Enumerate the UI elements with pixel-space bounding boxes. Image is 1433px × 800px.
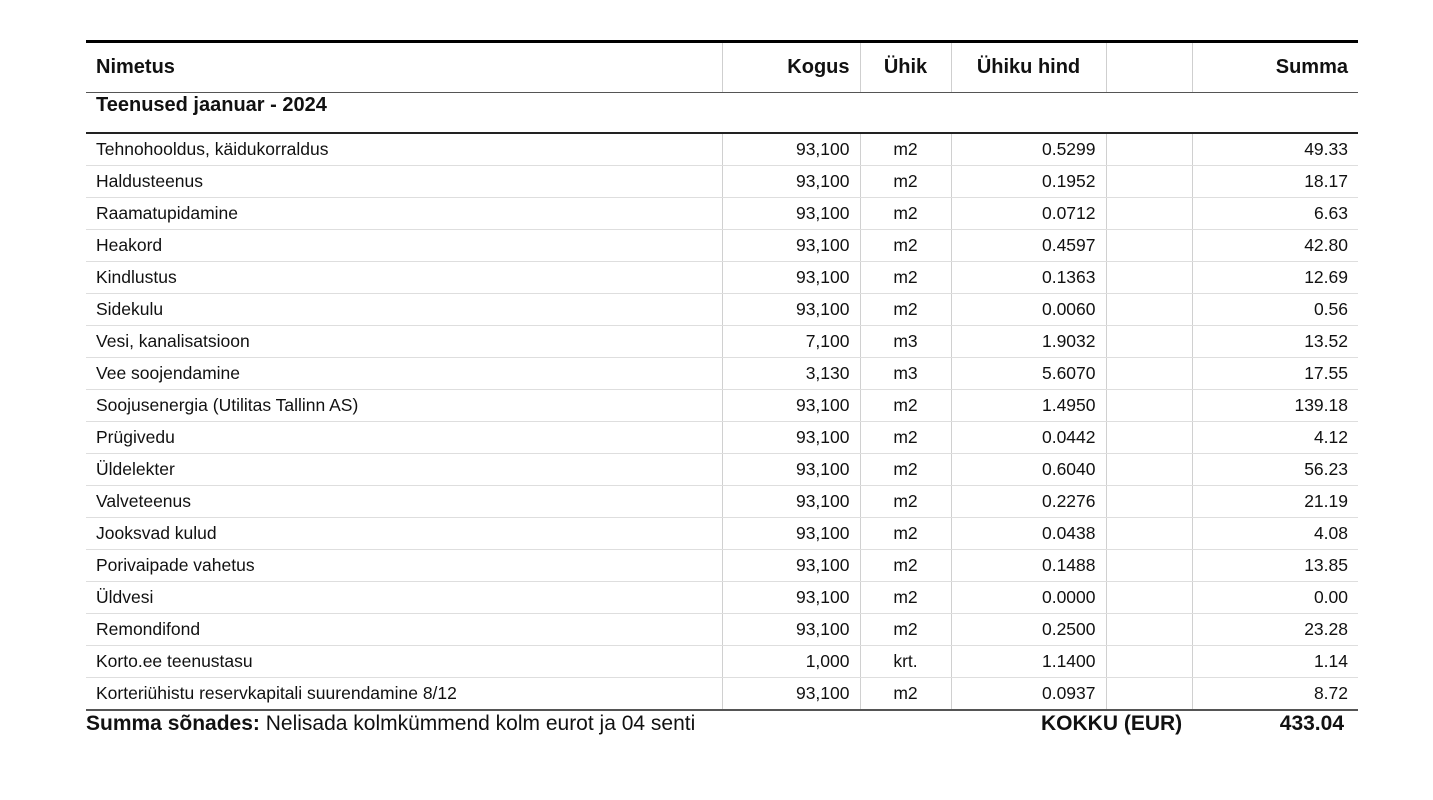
- item-unit: m2: [860, 390, 951, 422]
- item-unit: m2: [860, 518, 951, 550]
- table-row: [86, 198, 1358, 230]
- table-row: [86, 454, 1358, 486]
- item-unit: m2: [860, 198, 951, 230]
- table-row: [86, 358, 1358, 390]
- item-spacer: [1106, 646, 1192, 678]
- table-row: [86, 133, 1358, 166]
- column-header-unit-price: Ühiku hind: [951, 42, 1106, 93]
- item-spacer: [1106, 550, 1192, 582]
- sum-in-words-value: Nelisada kolmkümmend kolm eurot ja 04 senti: [265, 712, 696, 735]
- item-spacer: [1106, 230, 1192, 262]
- item-unit: m2: [860, 262, 951, 294]
- table-row: [86, 166, 1358, 198]
- item-quantity: 93,100: [722, 518, 860, 550]
- item-name: Tehnohooldus, käidukorraldus: [86, 133, 722, 166]
- item-unit: m2: [860, 454, 951, 486]
- item-quantity: 93,100: [722, 166, 860, 198]
- item-spacer: [1106, 262, 1192, 294]
- table-row: [86, 486, 1358, 518]
- item-spacer: [1106, 294, 1192, 326]
- item-spacer: [1106, 133, 1192, 166]
- column-header-quantity: Kogus: [722, 42, 860, 93]
- table-row: [86, 550, 1358, 582]
- item-unit-price: 0.0060: [951, 294, 1106, 326]
- table-row: [86, 326, 1358, 358]
- invoice-table: [86, 40, 1358, 711]
- item-spacer: [1106, 582, 1192, 614]
- item-unit-price: 0.5299: [951, 133, 1106, 166]
- item-unit-price: 1.4950: [951, 390, 1106, 422]
- item-quantity: 93,100: [722, 454, 860, 486]
- section-title: Teenused jaanuar - 2024: [86, 93, 1358, 134]
- column-header-sum: Summa: [1192, 42, 1358, 93]
- item-name: Valveteenus: [86, 486, 722, 518]
- table-row: [86, 390, 1358, 422]
- item-unit: m2: [860, 614, 951, 646]
- item-sum: 12.69: [1192, 262, 1358, 294]
- item-name: Vesi, kanalisatsioon: [86, 326, 722, 358]
- item-unit-price: 0.2276: [951, 486, 1106, 518]
- sum-in-words: [86, 712, 695, 736]
- table-row: [86, 678, 1358, 711]
- item-unit-price: 0.0000: [951, 582, 1106, 614]
- item-sum: 1.14: [1192, 646, 1358, 678]
- item-unit-price: 5.6070: [951, 358, 1106, 390]
- item-spacer: [1106, 358, 1192, 390]
- item-unit: m2: [860, 230, 951, 262]
- item-quantity: 7,100: [722, 326, 860, 358]
- invoice: [86, 40, 1358, 711]
- item-unit: m2: [860, 422, 951, 454]
- item-sum: 21.19: [1192, 486, 1358, 518]
- table-row: [86, 646, 1358, 678]
- item-quantity: 93,100: [722, 422, 860, 454]
- table-row: [86, 614, 1358, 646]
- item-unit: m2: [860, 133, 951, 166]
- item-name: Haldusteenus: [86, 166, 722, 198]
- item-sum: 42.80: [1192, 230, 1358, 262]
- table-row: [86, 422, 1358, 454]
- item-spacer: [1106, 486, 1192, 518]
- item-unit-price: 0.6040: [951, 454, 1106, 486]
- item-unit-price: 0.1488: [951, 550, 1106, 582]
- item-sum: 23.28: [1192, 614, 1358, 646]
- item-quantity: 93,100: [722, 133, 860, 166]
- item-name: Vee soojendamine: [86, 358, 722, 390]
- item-name: Korteriühistu reservkapitali suurendamine 8/12: [96, 683, 457, 703]
- total-label: KOKKU (EUR): [1041, 712, 1183, 735]
- item-sum: 18.17: [1192, 166, 1358, 198]
- item-spacer: [1106, 198, 1192, 230]
- item-unit-price: 0.0712: [951, 198, 1106, 230]
- item-unit: m2: [860, 294, 951, 326]
- item-unit-price: 1.1400: [951, 646, 1106, 678]
- item-sum: 0.56: [1192, 294, 1358, 326]
- item-spacer: [1106, 166, 1192, 198]
- item-unit-price: 1.9032: [951, 326, 1106, 358]
- item-sum: 17.55: [1192, 358, 1358, 390]
- item-name: Raamatupidamine: [86, 198, 722, 230]
- item-name: Sidekulu: [86, 294, 722, 326]
- item-sum: 4.12: [1192, 422, 1358, 454]
- item-unit: m2: [860, 166, 951, 198]
- item-name: Jooksvad kulud: [86, 518, 722, 550]
- total-value: 433.04: [1279, 712, 1344, 735]
- item-quantity: 93,100: [722, 614, 860, 646]
- item-spacer: [1106, 326, 1192, 358]
- item-name: Korto.ee teenustasu: [86, 646, 722, 678]
- item-name: Üldelekter: [86, 454, 722, 486]
- item-quantity: 3,130: [722, 358, 860, 390]
- column-header-name: Nimetus: [86, 42, 722, 93]
- item-sum: 4.08: [1192, 518, 1358, 550]
- item-sum: 13.85: [1192, 550, 1358, 582]
- item-spacer: [1106, 454, 1192, 486]
- item-sum: 6.63: [1192, 198, 1358, 230]
- item-quantity: 93,100: [722, 550, 860, 582]
- table-row: [86, 230, 1358, 262]
- item-sum: 139.18: [1192, 390, 1358, 422]
- table-row: [86, 294, 1358, 326]
- item-name: Kindlustus: [86, 262, 722, 294]
- item-name: Heakord: [86, 230, 722, 262]
- item-unit-price: 0.1363: [951, 262, 1106, 294]
- item-quantity: 93,100: [722, 294, 860, 326]
- item-unit: m2: [860, 550, 951, 582]
- table-row: [86, 518, 1358, 550]
- item-quantity: 93,100: [722, 582, 860, 614]
- column-header-unit: Ühik: [860, 42, 951, 93]
- column-header-spacer: [1106, 42, 1192, 93]
- item-spacer: [1106, 390, 1192, 422]
- item-quantity: 93,100: [722, 262, 860, 294]
- item-unit: krt.: [860, 646, 951, 678]
- item-quantity: 1,000: [722, 646, 860, 678]
- item-quantity: 93,100: [722, 390, 860, 422]
- item-sum: 8.72: [1192, 678, 1358, 711]
- item-unit: m3: [860, 358, 951, 390]
- item-spacer: [1106, 422, 1192, 454]
- item-unit-price: 0.1952: [951, 166, 1106, 198]
- item-name: Prügivedu: [86, 422, 722, 454]
- item-unit-price: 0.4597: [951, 230, 1106, 262]
- item-quantity: 93,100: [722, 198, 860, 230]
- section-row: [86, 93, 1358, 134]
- item-unit: m3: [860, 326, 951, 358]
- item-quantity: 93,100: [722, 230, 860, 262]
- item-unit: m2: [860, 486, 951, 518]
- item-name: Porivaipade vahetus: [86, 550, 722, 582]
- table-row: [86, 582, 1358, 614]
- item-name: Üldvesi: [86, 582, 722, 614]
- item-unit-price: 0.0442: [951, 422, 1106, 454]
- item-spacer: [1106, 614, 1192, 646]
- sum-in-words-label: Summa sõnades:: [86, 712, 260, 735]
- item-sum: 13.52: [1192, 326, 1358, 358]
- item-unit-price: 0.0937: [951, 678, 1106, 711]
- item-quantity: 93,100: [722, 486, 860, 518]
- item-unit-price: 0.2500: [951, 614, 1106, 646]
- item-unit: m2: [860, 678, 951, 711]
- item-quantity: 93,100: [722, 678, 860, 711]
- item-name: Soojusenergia (Utilitas Tallinn AS): [86, 390, 722, 422]
- item-unit: m2: [860, 582, 951, 614]
- table-row: [86, 262, 1358, 294]
- item-name: Remondifond: [86, 614, 722, 646]
- item-spacer: [1106, 518, 1192, 550]
- item-sum: 56.23: [1192, 454, 1358, 486]
- item-sum: 0.00: [1192, 582, 1358, 614]
- item-spacer: [1106, 678, 1192, 711]
- invoice-footer: [86, 712, 1358, 740]
- item-unit-price: 0.0438: [951, 518, 1106, 550]
- item-sum: 49.33: [1192, 133, 1358, 166]
- table-header-row: [86, 42, 1358, 93]
